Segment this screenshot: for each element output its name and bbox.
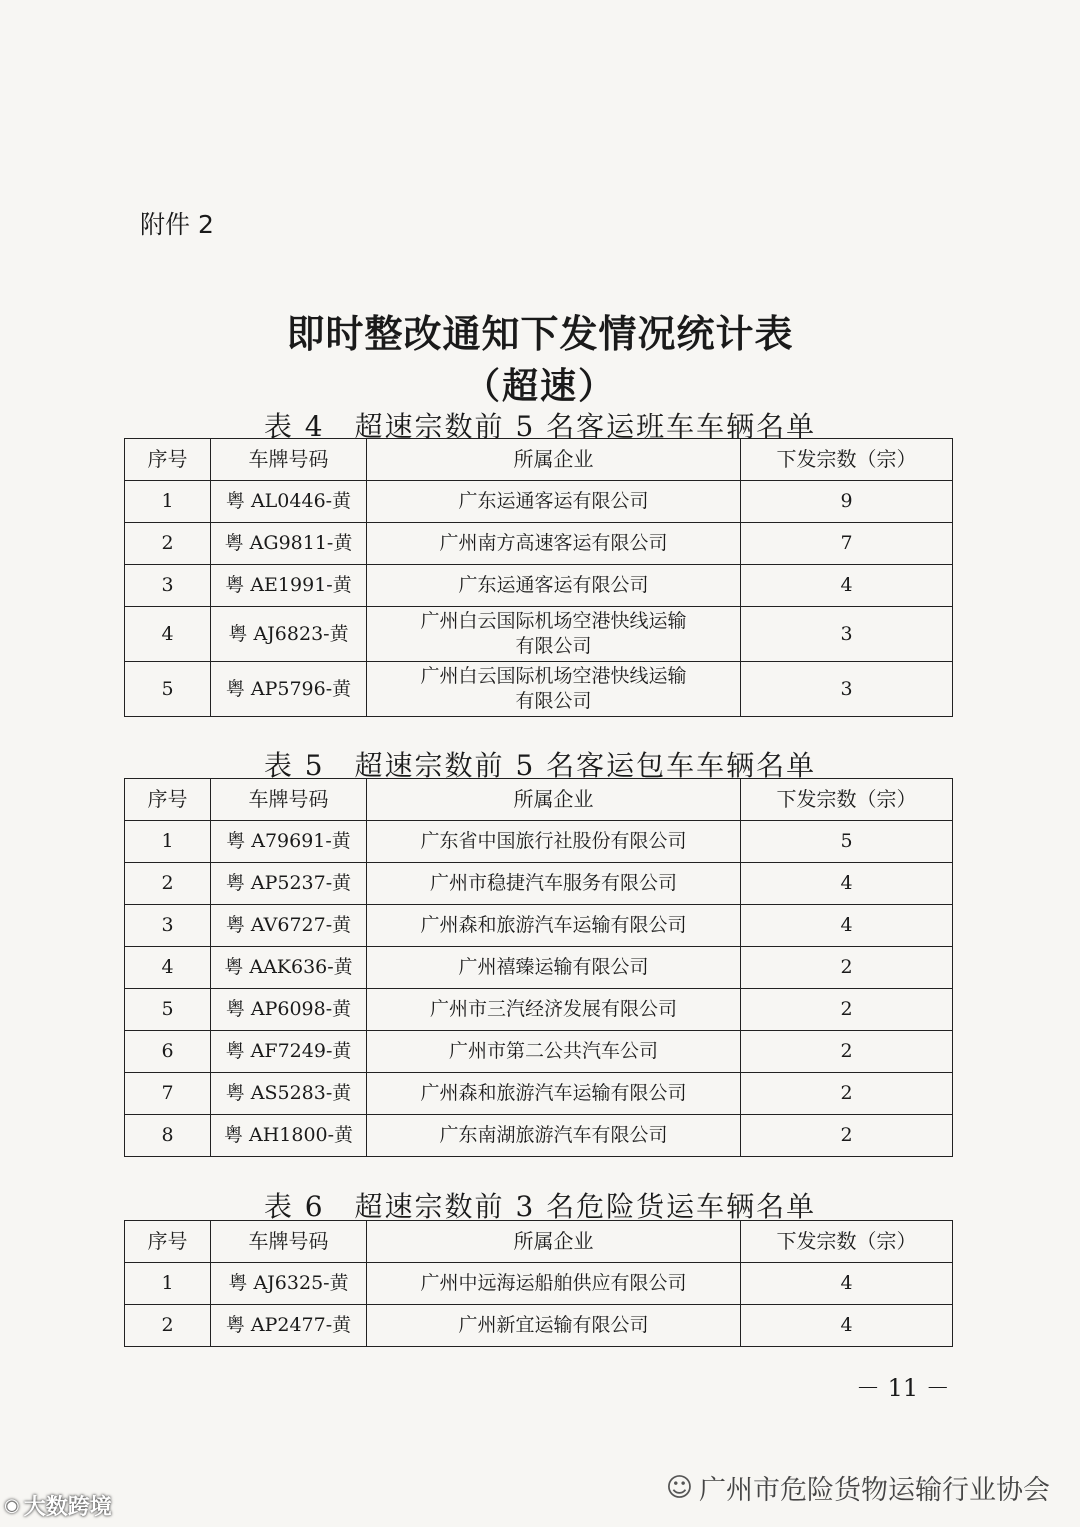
table4-caption: 表 4 超速宗数前 5 名客运班车车辆名单: [263, 410, 817, 443]
cell-company: 广州森和旅游汽车运输有限公司: [367, 1073, 741, 1115]
cell-no: 1: [125, 481, 211, 523]
cell-count: 9: [741, 481, 953, 523]
table-header-row: [125, 439, 953, 481]
cell-company: 广东运通客运有限公司: [367, 481, 741, 523]
cell-count: 5: [741, 821, 953, 863]
table-row: [125, 1073, 953, 1115]
cell-count: 2: [741, 947, 953, 989]
table-header-row: [125, 1221, 953, 1263]
cell-no: 2: [125, 523, 211, 565]
cell-count: 3: [741, 607, 953, 662]
cell-no: 7: [125, 1073, 211, 1115]
cell-company: 广东省中国旅行社股份有限公司: [367, 821, 741, 863]
cell-no: 2: [125, 1305, 211, 1347]
cell-company: [367, 607, 741, 662]
cell-plate: 粤 AP6098-黄: [211, 989, 367, 1031]
cell-count: 7: [741, 523, 953, 565]
col-header-company: 所属企业: [367, 779, 741, 821]
cell-company: 广州中远海运船舶供应有限公司: [367, 1263, 741, 1305]
cell-count: 2: [741, 1031, 953, 1073]
table-row: [125, 607, 953, 662]
table-row: [125, 565, 953, 607]
cell-count: 4: [741, 905, 953, 947]
table-row: [125, 821, 953, 863]
cell-count: 3: [741, 662, 953, 717]
table-row: [125, 947, 953, 989]
table4: [124, 438, 953, 717]
cell-plate: 粤 AP5237-黄: [211, 863, 367, 905]
cell-plate: 粤 AAK636-黄: [211, 947, 367, 989]
table-row: [125, 863, 953, 905]
cell-count: 4: [741, 863, 953, 905]
cell-no: 2: [125, 863, 211, 905]
col-header-count: 下发宗数（宗）: [741, 439, 953, 481]
table-row: [125, 1305, 953, 1347]
cell-company: 广州市稳捷汽车服务有限公司: [367, 863, 741, 905]
table-row: [125, 1115, 953, 1157]
cell-company-line2: 有限公司: [515, 635, 592, 657]
watermark-association-text: 广州市危险货物运输行业协会: [699, 1475, 1050, 1506]
cell-company: 广州禧臻运输有限公司: [367, 947, 741, 989]
cell-no: 1: [125, 821, 211, 863]
cell-company: 广东南湖旅游汽车有限公司: [367, 1115, 741, 1157]
wechat-icon: ☺: [665, 1472, 693, 1503]
table-row: [125, 523, 953, 565]
cell-no: 5: [125, 989, 211, 1031]
cell-company: 广东运通客运有限公司: [367, 565, 741, 607]
cell-plate: 粤 AP5796-黄: [211, 662, 367, 717]
col-header-count: 下发宗数（宗）: [741, 1221, 953, 1263]
col-header-company: 所属企业: [367, 439, 741, 481]
watermark-association: [666, 1468, 1050, 1507]
col-header-count: 下发宗数（宗）: [741, 779, 953, 821]
table-row: [125, 1263, 953, 1305]
page-title: 即时整改通知下发情况统计表: [286, 311, 794, 356]
cell-count: 2: [741, 1073, 953, 1115]
cell-plate: 粤 AF7249-黄: [211, 1031, 367, 1073]
cell-company: 广州南方高速客运有限公司: [367, 523, 741, 565]
cell-count: 2: [741, 1115, 953, 1157]
table5: [124, 778, 953, 1157]
cell-plate: 粤 AE1991-黄: [211, 565, 367, 607]
cell-no: 4: [125, 607, 211, 662]
weibo-icon: ◉: [4, 1495, 20, 1516]
cell-company: 广州新宜运输有限公司: [367, 1305, 741, 1347]
col-header-company: 所属企业: [367, 1221, 741, 1263]
cell-company: 广州森和旅游汽车运输有限公司: [367, 905, 741, 947]
cell-company-line2: 有限公司: [515, 690, 592, 712]
cell-no: 3: [125, 905, 211, 947]
cell-company: 广州市三汽经济发展有限公司: [367, 989, 741, 1031]
cell-plate: 粤 AS5283-黄: [211, 1073, 367, 1115]
cell-plate: 粤 AL0446-黄: [211, 481, 367, 523]
table-row: [125, 905, 953, 947]
table-row: [125, 1031, 953, 1073]
col-header-plate: 车牌号码: [211, 439, 367, 481]
cell-plate: 粤 AV6727-黄: [211, 905, 367, 947]
cell-plate: 粤 A79691-黄: [211, 821, 367, 863]
cell-count: 2: [741, 989, 953, 1031]
cell-count: 4: [741, 1263, 953, 1305]
cell-plate: 粤 AP2477-黄: [211, 1305, 367, 1347]
cell-company: 广州市第二公共汽车公司: [367, 1031, 741, 1073]
table6: [124, 1220, 953, 1347]
cell-no: 8: [125, 1115, 211, 1157]
page-subtitle: （超速）: [463, 365, 616, 407]
col-header-plate: 车牌号码: [211, 1221, 367, 1263]
table5-caption: 表 5 超速宗数前 5 名客运包车车辆名单: [263, 749, 817, 782]
cell-company-line1: 广州白云国际机场空港快线运输: [420, 665, 687, 687]
watermark-source-text: 大数跨境: [23, 1495, 112, 1520]
table-header-row: [125, 779, 953, 821]
attachment-label: 附件 2: [140, 210, 214, 239]
cell-no: 6: [125, 1031, 211, 1073]
cell-company-line1: 广州白云国际机场空港快线运输: [420, 610, 687, 632]
col-header-plate: 车牌号码: [211, 779, 367, 821]
cell-company: [367, 662, 741, 717]
cell-plate: 粤 AJ6325-黄: [211, 1263, 367, 1305]
watermark-source: [4, 1490, 112, 1521]
cell-plate: 粤 AJ6823-黄: [211, 607, 367, 662]
page-number: － 11 －: [856, 1374, 950, 1402]
cell-count: 4: [741, 1305, 953, 1347]
table6-caption: 表 6 超速宗数前 3 名危险货运车辆名单: [263, 1190, 817, 1223]
cell-no: 3: [125, 565, 211, 607]
col-header-no: 序号: [125, 779, 211, 821]
cell-plate: 粤 AG9811-黄: [211, 523, 367, 565]
cell-no: 4: [125, 947, 211, 989]
cell-no: 5: [125, 662, 211, 717]
table-row: [125, 989, 953, 1031]
cell-no: 1: [125, 1263, 211, 1305]
col-header-no: 序号: [125, 439, 211, 481]
cell-plate: 粤 AH1800-黄: [211, 1115, 367, 1157]
cell-count: 4: [741, 565, 953, 607]
col-header-no: 序号: [125, 1221, 211, 1263]
table-row: [125, 662, 953, 717]
table-row: [125, 481, 953, 523]
